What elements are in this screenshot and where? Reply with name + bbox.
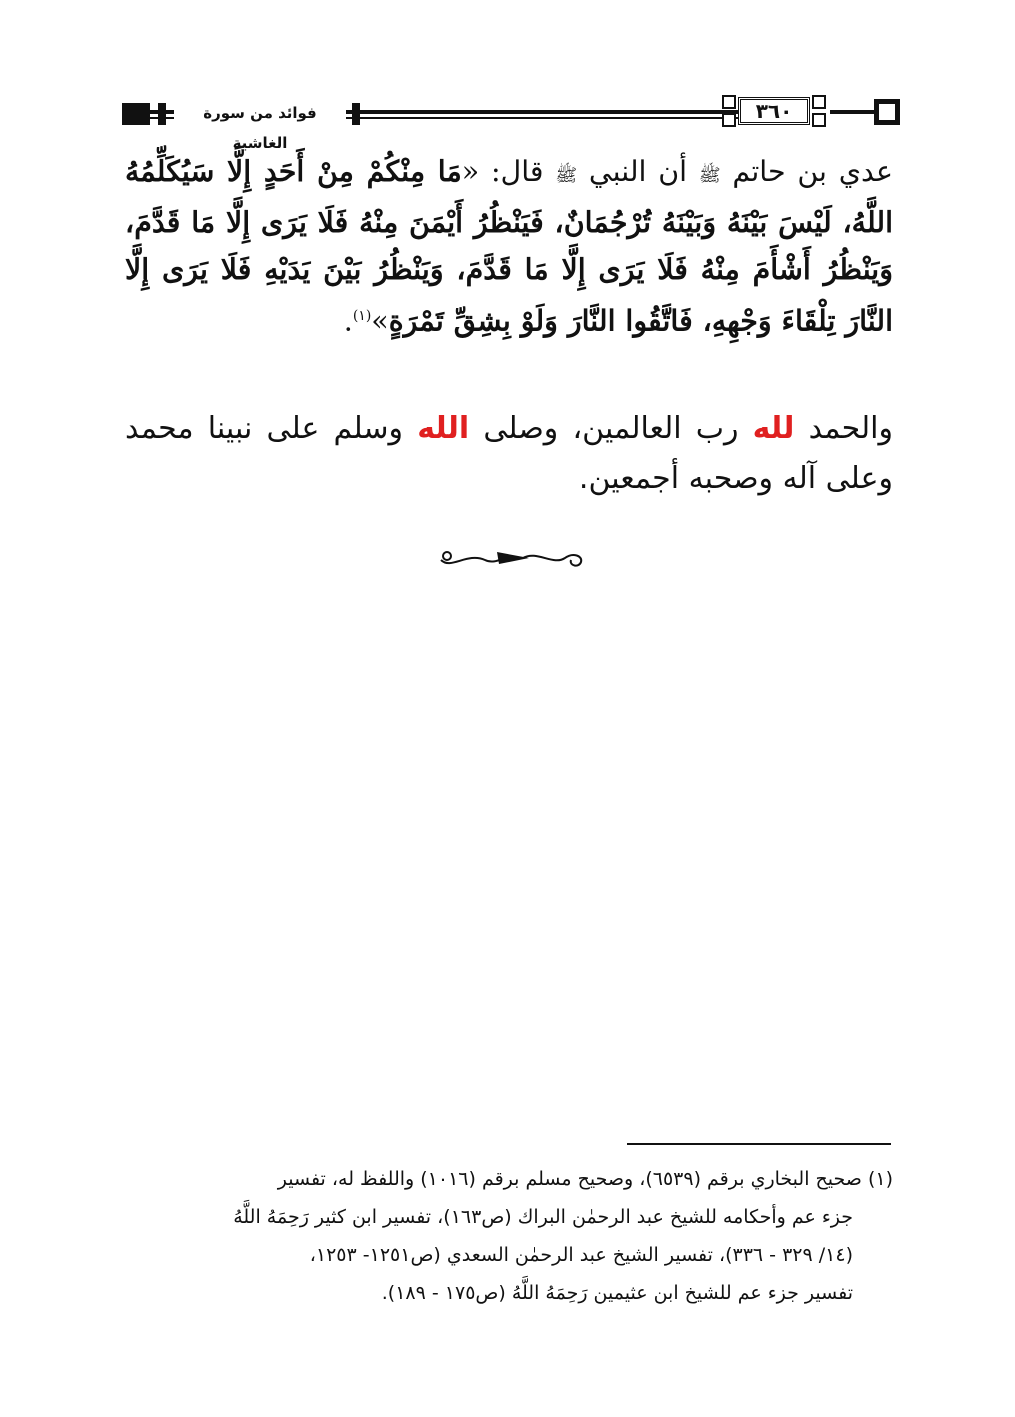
- divine-name: لله: [752, 411, 795, 446]
- footnote-line: جزء عم وأحكامه للشيخ عبد الرحمٰن البراك (ص١٦٣)، تفسير ابن كثير رَحِمَهُ اللَّهُ: [233, 1206, 853, 1228]
- page-number: ٣٦٠: [755, 99, 793, 123]
- page-header: [122, 95, 900, 152]
- closing-text: والحمد: [808, 411, 893, 446]
- closing-text: رب العالمين، وصلى: [483, 411, 739, 446]
- header-bar-decoration: [158, 103, 166, 125]
- header-end-square: [874, 99, 900, 125]
- hadith-quote: مَا مِنْكُمْ مِنْ أَحَدٍ إِلَّا سَيُكَلِّمُهُ اللَّهُ، لَيْسَ بَيْنَهُ وَبَيْنَهُ تُرْجُمَانٌ، فَيَنْظُرُ أَيْمَنَ مِنْهُ فَلَا يَرَى إِلَّا مَا قَدَّمَ، وَيَنْظُرُ أَشْأَمَ مِنْهُ فَلَا يَرَى إِلَّا مَا قَدَّمَ، وَيَنْظُرُ بَيْنَ يَدَيْهِ فَلَا يَرَى إِلَّا النَّارَ تِلْقَاءَ وَجْهِهِ، فَاتَّقُوا النَّارَ وَلَوْ بِشِقِّ تَمْرَةٍ: [125, 154, 893, 338]
- footnote-line: تفسير جزء عم للشيخ ابن عثيمين رَحِمَهُ اللَّهُ (ص١٧٥ - ١٨٩).: [381, 1282, 853, 1304]
- closing-paragraph: [125, 404, 893, 504]
- header-block-decoration: [122, 103, 150, 125]
- honorific-glyph: ﷺ: [555, 165, 578, 186]
- footnote-reference[interactable]: (١): [352, 308, 372, 324]
- honorific-glyph: ﷺ: [698, 165, 721, 186]
- hadith-paragraph: [125, 148, 893, 345]
- footnote-line: (١٤/ ٣٢٩ - ٣٣٦)، تفسير الشيخ عبد الرحمٰن السعدي (ص١٢٥١- ١٢٥٣،: [309, 1244, 853, 1266]
- frame-ornament-icon: [812, 95, 826, 109]
- said-text: قال: «: [461, 155, 544, 188]
- sentence-end: .: [343, 304, 353, 338]
- footnote-line: (١) صحيح البخاري برقم (٦٥٣٩)، وصحيح مسلم برقم (١٠١٦) واللفظ له، تفسير: [277, 1168, 893, 1190]
- footnote: [125, 1160, 893, 1312]
- frame-ornament-icon: [722, 113, 736, 127]
- divine-name: الله: [417, 411, 470, 446]
- page-number-frame: [720, 95, 830, 129]
- running-title: فوائد من سورة الغاشية: [174, 98, 346, 158]
- closing-text: وسلم على نبينا محمد وعلى آله وصحبه أجمعين.: [125, 411, 893, 496]
- narrator-text: عدي بن حاتم: [732, 155, 894, 188]
- quote-close: »: [371, 304, 389, 338]
- section-end-ornament-icon: [437, 546, 587, 570]
- header-bar-decoration: [352, 103, 360, 125]
- header-rule-right: [830, 110, 874, 114]
- hadith-intro-text: أن النبي: [588, 155, 688, 188]
- frame-ornament-icon: [812, 113, 826, 127]
- footnote-separator: [627, 1143, 891, 1145]
- frame-ornament-icon: [722, 95, 736, 109]
